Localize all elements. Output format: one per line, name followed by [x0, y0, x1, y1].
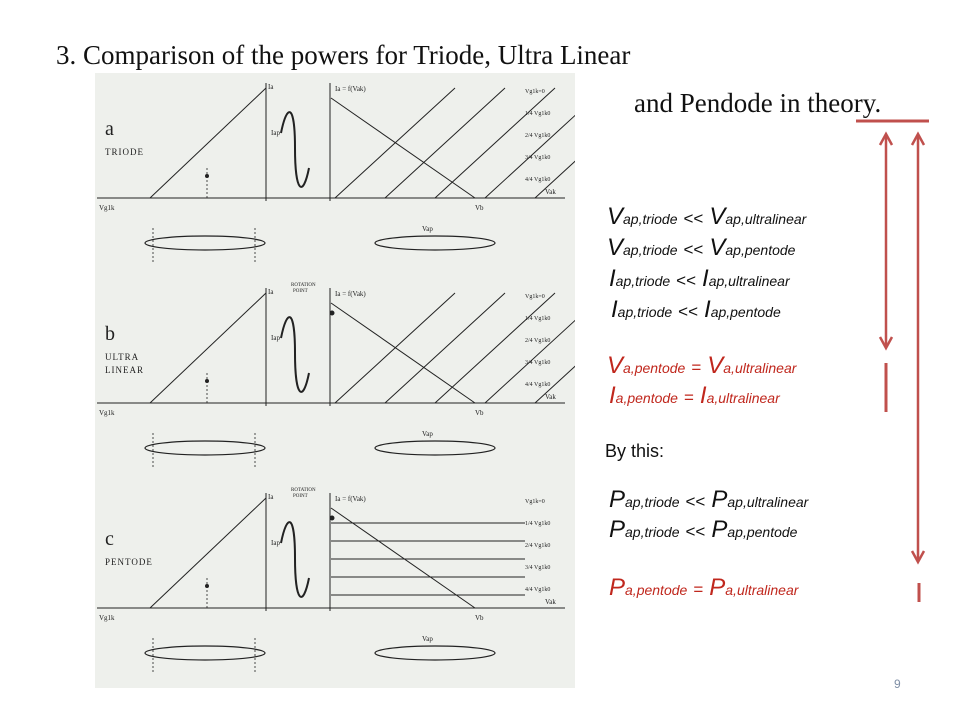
vgk-label: Vg1k — [99, 614, 115, 622]
equation-lhs-subscript: ap,triode — [625, 494, 680, 510]
ia-label: Ia — [268, 83, 274, 91]
equation-rhs-subscript: a,ultralinear — [706, 390, 780, 406]
equation-rhs-subscript: a,ultralinear — [725, 582, 799, 598]
equation-rhs-symbol: V — [709, 234, 726, 261]
slide-title-line2: and Pendode in theory. — [634, 88, 882, 118]
equation-lhs-subscript: ap,triode — [625, 524, 680, 540]
ia-label: Ia — [268, 288, 274, 296]
equation-lhs-subscript: a,pentode — [625, 582, 688, 598]
vap-label: Vap — [422, 635, 433, 643]
equation-operator: << — [683, 209, 704, 228]
panel-letter: b — [105, 323, 115, 345]
equation-rhs-symbol: P — [711, 486, 728, 513]
equation-lhs-symbol: I — [611, 296, 618, 323]
equation-lhs-subscript: ap,triode — [615, 273, 671, 289]
grid-voltage-label: 1/4 Vg1k0 — [525, 316, 551, 322]
panel-name: TRIODE — [105, 147, 144, 157]
equation-lhs-subscript: ap,triode — [623, 242, 678, 258]
equation-rhs-subscript: ap,pentode — [725, 242, 796, 258]
equation-lhs-symbol: P — [609, 574, 626, 601]
equation-lhs-subscript: a,pentode — [623, 360, 686, 376]
equation-rhs-symbol: V — [709, 203, 726, 230]
equation-lhs-symbol: I — [609, 382, 616, 409]
equation-lhs-symbol: V — [607, 234, 624, 261]
equation-lhs-symbol: I — [609, 265, 616, 292]
by-this-label: By this: — [605, 441, 665, 461]
equation-rhs-subscript: ap,ultralinear — [708, 273, 790, 289]
equation-lhs-symbol: V — [607, 352, 624, 379]
grid-voltage-label: Vg1k=0 — [525, 499, 545, 505]
equation-operator: = — [683, 388, 694, 407]
equation-operator: << — [676, 271, 697, 290]
equation-operator: << — [685, 522, 706, 541]
rotation-point-label: POINT — [293, 289, 308, 294]
equation-operator: = — [691, 358, 702, 377]
equation-operator: << — [683, 240, 704, 259]
vb-label: Vb — [475, 409, 484, 417]
grid-voltage-label: 3/4 Vg1k0 — [525, 360, 551, 366]
vb-label: Vb — [475, 204, 484, 212]
double-arrow-2 — [912, 134, 924, 562]
formula-label: Ia = f(Vak) — [335, 290, 366, 298]
panel-letter: a — [105, 118, 114, 140]
equation-rhs-symbol: V — [707, 352, 724, 379]
double-arrow-1 — [880, 134, 892, 348]
vap-label: Vap — [422, 225, 433, 233]
equation-lhs-symbol: V — [607, 203, 624, 230]
grid-voltage-label: Vg1k=0 — [525, 89, 545, 95]
vgk-label: Vg1k — [99, 204, 115, 212]
ia-label: Ia — [268, 493, 274, 501]
grid-voltage-label: 4/4 Vg1k0 — [525, 382, 551, 388]
panel-name: PENTODE — [105, 557, 153, 567]
panel-letter: c — [105, 528, 114, 550]
equation-rhs-symbol: I — [699, 382, 707, 409]
equation-lhs-symbol: P — [609, 486, 626, 513]
rotation-point-label: ROTATION — [291, 488, 316, 493]
slide-title-line1: 3. Comparison of the powers for Triode, Ultra Linear — [56, 40, 631, 70]
vak-label: Vak — [545, 393, 556, 401]
equation-lhs-symbol: P — [609, 516, 626, 543]
grid-voltage-label: 1/4 Vg1k0 — [525, 521, 551, 527]
equation-operator: << — [678, 302, 699, 321]
grid-voltage-label: 3/4 Vg1k0 — [525, 565, 551, 571]
equation-rhs-subscript: ap,pentode — [727, 524, 798, 540]
grid-voltage-label: 1/4 Vg1k0 — [525, 111, 551, 117]
page-number: 9 — [894, 677, 901, 691]
grid-voltage-label: 2/4 Vg1k0 — [525, 338, 551, 344]
vak-label: Vak — [545, 598, 556, 606]
vap-label: Vap — [422, 430, 433, 438]
equation-operator: << — [685, 492, 706, 511]
equation-lhs-subscript: ap,triode — [623, 211, 678, 227]
grid-voltage-label: 4/4 Vg1k0 — [525, 587, 551, 593]
equation-rhs-subscript: ap,pentode — [710, 304, 781, 320]
equation-rhs-symbol: P — [711, 516, 728, 543]
equation-rhs-symbol: I — [702, 265, 709, 292]
panel-name-line2: LINEAR — [105, 365, 144, 375]
grid-voltage-label: 2/4 Vg1k0 — [525, 543, 551, 549]
equation-rhs-subscript: a,ultralinear — [723, 360, 797, 376]
iap-label: Iap — [271, 539, 280, 547]
equation-rhs-symbol: P — [709, 574, 726, 601]
vak-label: Vak — [545, 188, 556, 196]
vgk-label: Vg1k — [99, 409, 115, 417]
iap-label: Iap — [271, 129, 280, 137]
equation-rhs-symbol: I — [704, 296, 711, 323]
equation-operator: = — [693, 580, 704, 599]
equation-lhs-subscript: a,pentode — [615, 390, 678, 406]
equation-rhs-subscript: ap,ultralinear — [725, 211, 807, 227]
iap-label: Iap — [271, 334, 280, 342]
formula-label: Ia = f(Vak) — [335, 495, 366, 503]
grid-voltage-label: 3/4 Vg1k0 — [525, 155, 551, 161]
equation-rhs-subscript: ap,ultralinear — [727, 494, 809, 510]
formula-label: Ia = f(Vak) — [335, 85, 366, 93]
grid-voltage-label: Vg1k=0 — [525, 294, 545, 300]
panel-name: ULTRA — [105, 352, 140, 362]
grid-voltage-label: 2/4 Vg1k0 — [525, 133, 551, 139]
rotation-point-label: ROTATION — [291, 283, 316, 288]
vb-label: Vb — [475, 614, 484, 622]
grid-voltage-label: 4/4 Vg1k0 — [525, 177, 551, 183]
rotation-point-label: POINT — [293, 494, 308, 499]
equation-lhs-subscript: ap,triode — [617, 304, 673, 320]
